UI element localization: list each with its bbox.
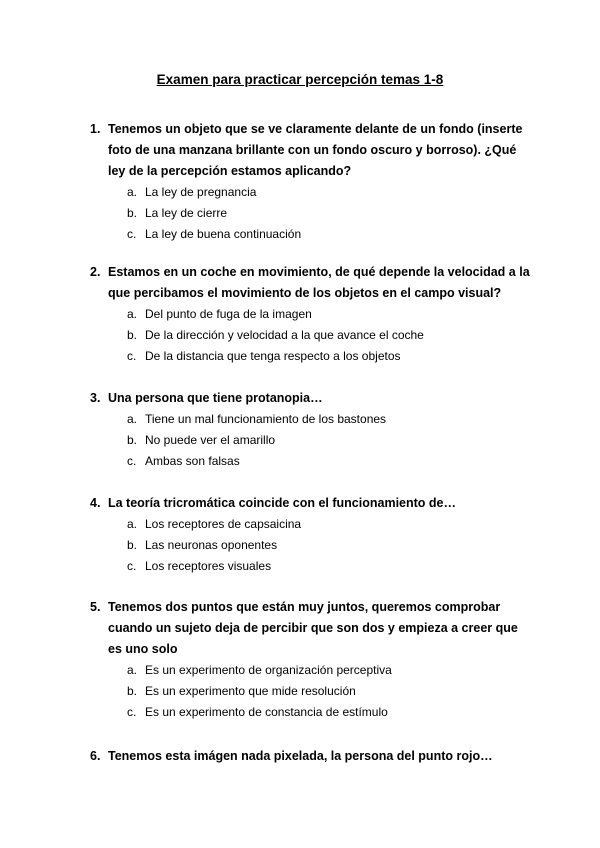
- question-stem: [90, 388, 530, 409]
- question-number: 4.: [90, 496, 101, 510]
- option-letter: c.: [127, 705, 137, 719]
- option-list: [90, 409, 530, 472]
- option-list: [90, 514, 530, 577]
- option-list: [90, 182, 530, 245]
- option-c[interactable]: [90, 346, 530, 367]
- question-stem: [90, 262, 530, 304]
- option-letter: a.: [127, 663, 138, 677]
- option-letter: b.: [127, 538, 138, 552]
- option-letter: b.: [127, 433, 138, 447]
- question-3: [90, 388, 530, 472]
- question-number: 6.: [90, 749, 101, 763]
- option-letter: b.: [127, 684, 138, 698]
- option-a[interactable]: [90, 182, 530, 203]
- option-c[interactable]: [90, 451, 530, 472]
- option-c[interactable]: [90, 224, 530, 245]
- option-b[interactable]: [90, 535, 530, 556]
- option-text: De la distancia que tenga respecto a los objetos: [145, 349, 401, 363]
- option-text: Es un experimento que mide resolución: [145, 684, 356, 698]
- question-4: [90, 493, 530, 577]
- question-text: Tenemos esta imágen nada pixelada, la persona del punto rojo…: [108, 749, 493, 763]
- question-stem: [90, 746, 530, 767]
- option-letter: c.: [127, 227, 137, 241]
- option-a[interactable]: [90, 660, 530, 681]
- option-text: Las neuronas oponentes: [145, 538, 278, 552]
- option-text: La ley de pregnancia: [145, 185, 257, 199]
- question-text: Tenemos dos puntos que están muy juntos, queremos comprobar cuando un sujeto deja de percibir que son dos y empieza a creer que es uno solo: [108, 600, 518, 656]
- question-text: Una persona que tiene protanopia…: [108, 391, 323, 405]
- option-letter: a.: [127, 517, 138, 531]
- option-letter: b.: [127, 328, 138, 342]
- question-number: 1.: [90, 122, 101, 136]
- question-text: Estamos en un coche en movimiento, de qué depende la velocidad a la que percibamos el movimiento de los objetos en el campo visual?: [108, 265, 530, 300]
- option-a[interactable]: [90, 304, 530, 325]
- option-text: Es un experimento de constancia de estímulo: [145, 705, 388, 719]
- option-b[interactable]: [90, 203, 530, 224]
- option-c[interactable]: [90, 702, 530, 723]
- question-stem: [90, 493, 530, 514]
- option-text: La ley de cierre: [145, 206, 228, 220]
- question-5: [90, 597, 530, 723]
- option-c[interactable]: [90, 556, 530, 577]
- option-text: Ambas son falsas: [145, 454, 240, 468]
- option-letter: c.: [127, 454, 137, 468]
- question-stem: [90, 119, 530, 182]
- option-text: Del punto de fuga de la imagen: [145, 307, 312, 321]
- option-list: [90, 660, 530, 723]
- option-text: La ley de buena continuación: [145, 227, 302, 241]
- option-text: Los receptores visuales: [145, 559, 272, 573]
- option-letter: a.: [127, 307, 138, 321]
- page-title: Examen para practicar percepción temas 1-8: [156, 72, 444, 87]
- question-stem: [90, 597, 530, 660]
- option-letter: c.: [127, 349, 137, 363]
- question-6: [90, 746, 530, 767]
- option-b[interactable]: [90, 430, 530, 451]
- option-text: Es un experimento de organización perceptiva: [145, 663, 392, 677]
- option-text: Tiene un mal funcionamiento de los bastones: [145, 412, 387, 426]
- question-1: [90, 119, 530, 245]
- question-text: Tenemos un objeto que se ve claramente delante de un fondo (inserte foto de una manzana brillante con un fondo oscuro y borroso). ¿Qué ley de la percepción estamos aplicando?: [108, 122, 523, 178]
- option-letter: a.: [127, 412, 138, 426]
- option-b[interactable]: [90, 681, 530, 702]
- option-text: Los receptores de capsaicina: [145, 517, 302, 531]
- question-number: 2.: [90, 265, 101, 279]
- question-text: La teoría tricromática coincide con el funcionamiento de…: [108, 496, 456, 510]
- option-letter: b.: [127, 206, 138, 220]
- question-number: 5.: [90, 600, 101, 614]
- option-letter: c.: [127, 559, 137, 573]
- option-list: [90, 304, 530, 367]
- option-b[interactable]: [90, 325, 530, 346]
- question-2: [90, 262, 530, 367]
- option-text: De la dirección y velocidad a la que avance el coche: [145, 328, 424, 342]
- option-letter: a.: [127, 185, 138, 199]
- option-a[interactable]: [90, 409, 530, 430]
- option-a[interactable]: [90, 514, 530, 535]
- question-number: 3.: [90, 391, 101, 405]
- option-text: No puede ver el amarillo: [145, 433, 276, 447]
